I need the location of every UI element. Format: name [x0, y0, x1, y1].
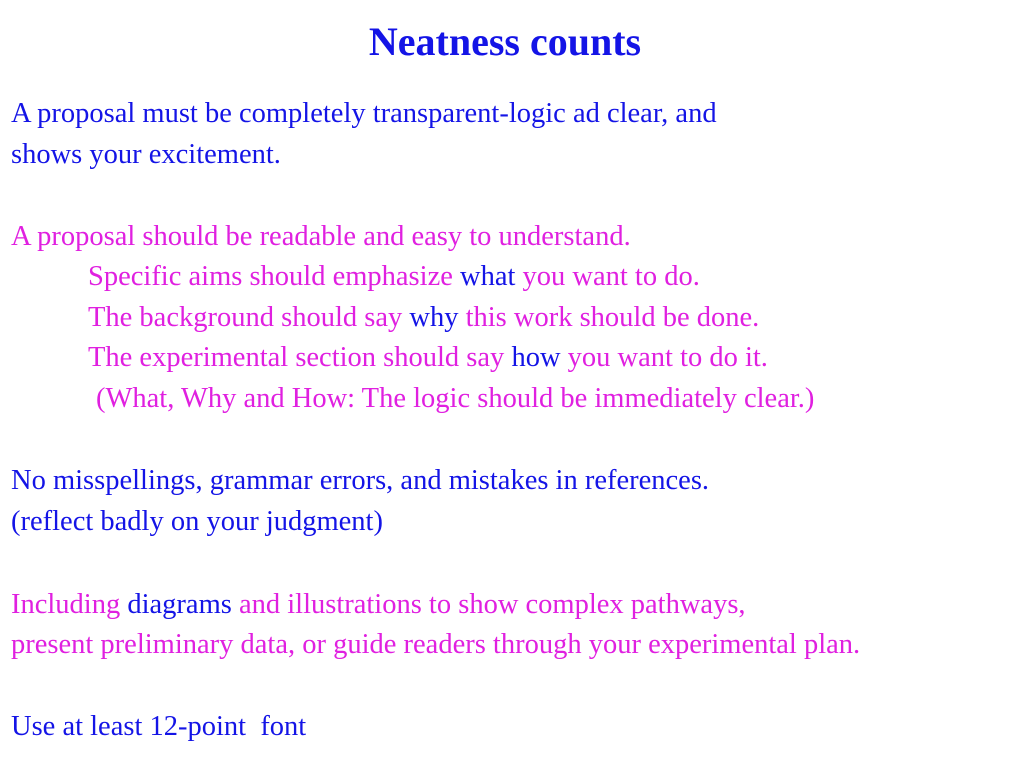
- slide-title: Neatness counts: [368, 19, 642, 64]
- experimental-post: you want to do it.: [560, 342, 768, 373]
- aims-pre: Specific aims should emphasize: [88, 261, 460, 292]
- para4-keyword-diagrams: diagrams: [127, 589, 232, 620]
- para2-line1: A proposal should be readable and easy to understand.: [11, 221, 631, 252]
- background-keyword-why: why: [409, 302, 459, 333]
- para4-post: and illustrations to show complex pathways,: [231, 589, 746, 620]
- para4-line1: [11, 588, 746, 622]
- aims-keyword-what: what: [460, 261, 516, 292]
- aims-post: you want to do.: [515, 261, 700, 292]
- background-pre: The background should say: [88, 302, 410, 333]
- para4-pre: Including: [11, 589, 128, 620]
- para4-line2: present preliminary data, or guide readers through your experimental plan.: [11, 629, 861, 660]
- experimental-pre: The experimental section should say: [88, 342, 512, 373]
- background-post: this work should be done.: [458, 302, 760, 333]
- experimental-line: [88, 341, 768, 375]
- para1-line2: shows your excitement.: [11, 139, 281, 170]
- background-line: [88, 301, 759, 335]
- para1-line1: A proposal must be completely transparent-logic ad clear, and: [11, 98, 717, 129]
- para3-line1: No misspellings, grammar errors, and mistakes in references.: [11, 465, 710, 496]
- para3-line2: (reflect badly on your judgment): [11, 506, 383, 537]
- summary-line: (What, Why and How: The logic should be immediately clear.): [96, 383, 815, 414]
- para5-line1: Use at least 12-point font: [11, 711, 307, 742]
- experimental-keyword-how: how: [511, 342, 561, 373]
- aims-line: [88, 260, 700, 294]
